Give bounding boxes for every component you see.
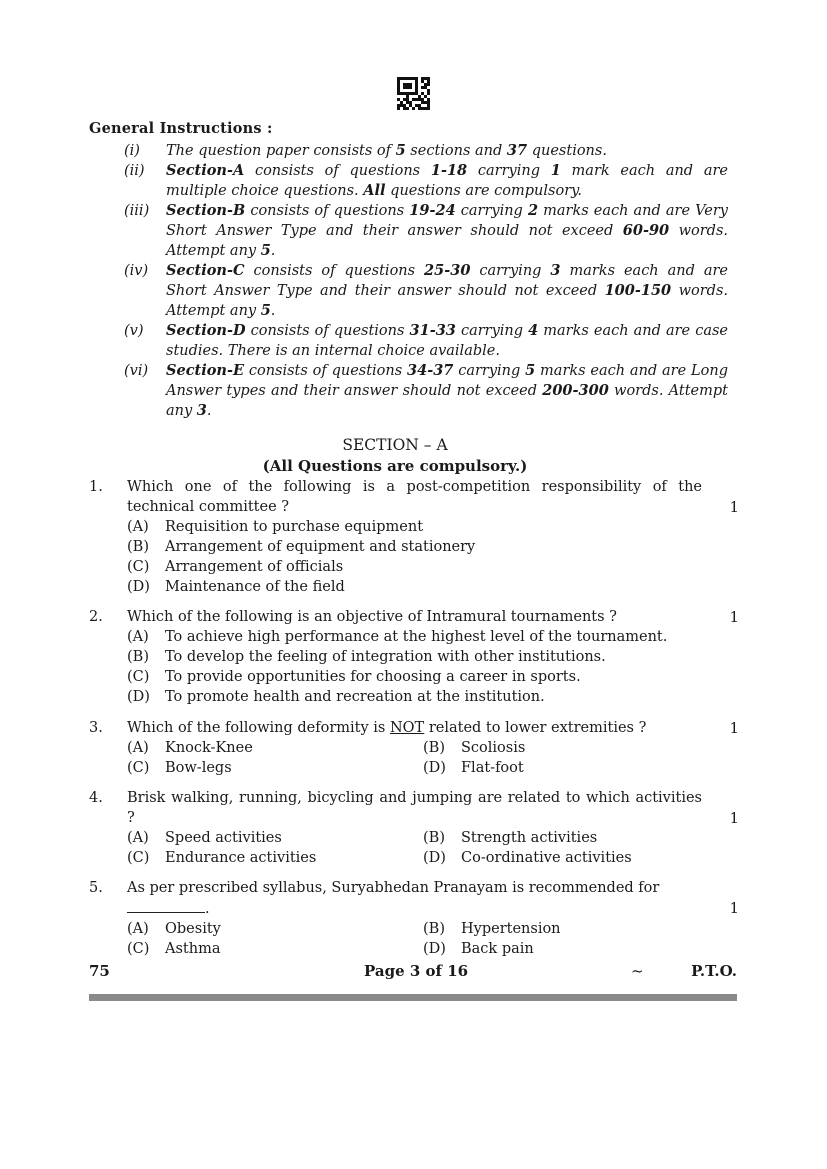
instruction-text: marks each and are case studies. There is an internal choice available. [166,323,728,359]
instruction-bold: 3 [550,262,561,279]
instruction-text: carrying [453,363,526,379]
option-text: Back pain [461,941,534,957]
option [127,738,423,758]
instruction-number: (ii) [124,163,145,179]
instruction-item [124,201,728,261]
option [423,848,703,868]
instruction-bold: 2 [527,202,539,219]
instruction-text: carrying [455,323,529,339]
instruction-bold: 5 [395,142,406,159]
instructions-list [124,141,728,421]
instruction-bold: 25-30 [424,262,471,279]
option-text: To achieve high performance at the highest level of the tournament. [165,629,668,645]
options-grid [127,738,739,778]
question-number: 5. [89,880,103,896]
option-text: Knock-Knee [165,740,253,756]
question-number: 2. [89,609,103,625]
option [127,687,739,707]
instruction-bold: 19-24 [409,202,456,219]
instruction-text: consists of questions [244,363,408,379]
instruction-text: consists of questions [244,263,425,279]
tilde-mark: ~ [631,962,644,980]
question-number: 4. [89,790,103,806]
option-label: (D) [127,689,150,705]
instruction-text: marks each and are Short Answer Type and their answer should not exceed [166,263,728,299]
option-label: (B) [423,740,445,756]
question-2 [89,607,739,707]
instruction-bold: 1-18 [430,162,468,179]
options-list [127,517,739,597]
question-text [127,878,702,919]
option-text: Endurance activities [165,850,317,866]
options-grid [127,919,739,959]
option-text: Speed activities [165,830,282,846]
instruction-text: questions. [527,143,607,159]
option-label: (B) [423,830,445,846]
footer-rule [89,994,737,1001]
question-text-underlined: NOT [389,720,425,736]
question-marks: 1 [729,809,739,827]
option-label: (C) [127,669,150,685]
instruction-bold: 5 [260,242,271,259]
option-text: Bow-legs [165,760,232,776]
option-label: (B) [423,921,445,937]
question-text [127,718,702,738]
instruction-text: carrying [470,263,551,279]
instruction-bold: 200-300 [542,382,609,399]
instruction-text: words. Attempt any [166,283,729,319]
instruction-text: words. Attempt any [166,383,728,419]
instruction-text: consists of questions [244,163,431,179]
instruction-text: questions are compulsory. [385,183,582,199]
question-text-part: As per prescribed syllabus, Suryabhedan Pranayam is recommended for [127,880,660,896]
question-marks: 1 [729,498,739,516]
question-text-part: Which of the following deformity is [127,720,390,736]
question-marks: 1 [729,899,739,917]
option-text: Hypertension [461,921,561,937]
section-title: SECTION – A [342,436,448,454]
options-list [127,627,739,707]
option [127,557,739,577]
option-label: (B) [127,649,149,665]
page-footer [89,962,737,982]
option [423,828,703,848]
instruction-bold: 5 [260,302,271,319]
instruction-bold: Section-E [166,362,245,379]
instruction-bold: 5 [525,362,536,379]
question-3 [89,718,739,778]
instruction-text: sections and [405,143,507,159]
option-label: (B) [127,539,149,555]
section-subtitle: (All Questions are compulsory.) [262,457,528,475]
instruction-text: carrying [455,203,528,219]
instruction-bold: 3 [196,402,207,419]
option-text: Flat-foot [461,760,524,776]
instruction-bold: Section-C [166,262,245,279]
qr-code-icon [397,77,430,110]
option-text: Asthma [165,941,221,957]
option-text: Requisition to purchase equipment [165,519,424,535]
option-label: (C) [127,559,150,575]
instruction-bold: Section-B [166,202,246,219]
instruction-text: mark each and are multiple choice questions. [166,163,728,199]
option-label: (D) [127,579,150,595]
instruction-text: carrying [467,163,551,179]
instruction-item [124,361,728,421]
option-label: (D) [423,941,446,957]
instruction-number: (iii) [124,203,150,219]
option [127,517,739,537]
option-label: (D) [423,850,446,866]
instruction-bold: 34-37 [407,362,454,379]
option-text: Maintenance of the field [165,579,345,595]
instruction-bold: 4 [528,322,539,339]
pto-label: P.T.O. [691,962,737,980]
option-text: To promote health and recreation at the institution. [165,689,545,705]
instruction-bold: Section-D [166,322,246,339]
option-text: Arrangement of officials [165,559,344,575]
options-grid [127,828,739,868]
instruction-bold: 1 [550,162,561,179]
instruction-text: consists of questions [245,203,410,219]
option-text: To provide opportunities for choosing a career in sports. [165,669,581,685]
option-label: (A) [127,740,149,756]
instruction-text: marks each and are Very Short Answer Type and their answer should not exceed [166,203,728,239]
instruction-bold: 31-33 [409,322,456,339]
instruction-text: . [270,243,276,259]
question-4 [89,788,739,868]
option [423,738,703,758]
instruction-bold: All [363,182,386,199]
instruction-item [124,261,728,321]
instruction-bold: 60-90 [622,222,670,239]
option-label: (A) [127,830,149,846]
option-label: (C) [127,941,150,957]
option-text: Arrangement of equipment and stationery [165,539,476,555]
answer-blank [127,898,205,913]
option-text: To develop the feeling of integration with other institutions. [165,649,606,665]
option-label: (C) [127,760,150,776]
question-number: 1. [89,479,103,495]
option-label: (A) [127,519,149,535]
paper-code: 75 [89,962,110,980]
instruction-item [124,321,728,361]
instruction-item [124,161,728,201]
instruction-bold: 37 [506,142,528,159]
question-5 [89,878,739,959]
instruction-text: The question paper consists of [166,143,396,159]
option [127,577,739,597]
instruction-text: marks each and are Long Answer types and their answer should not exceed [166,363,728,399]
option-text: Scoliosis [461,740,526,756]
option-label: (D) [423,760,446,776]
option-text: Strength activities [461,830,598,846]
option [127,667,739,687]
question-text-part: related to lower extremities ? [424,720,647,736]
question-marks: 1 [729,608,739,626]
question-text-part: . [205,901,210,917]
option [127,627,739,647]
instruction-number: (iv) [124,263,149,279]
instruction-text: . [206,403,212,419]
option [127,848,423,868]
page-number: Page 3 of 16 [364,962,469,980]
instruction-number: (v) [124,323,144,339]
question-text: Which of the following is an objective of Intramural tournaments ? [127,609,617,625]
option [423,919,703,939]
general-instructions-title: General Instructions : [89,120,273,137]
question-1 [89,477,739,597]
option-label: (C) [127,850,150,866]
instruction-text: . [270,303,276,319]
option-label: (A) [127,629,149,645]
option [127,758,423,778]
instruction-item [124,141,728,161]
instruction-text: consists of questions [245,323,410,339]
instruction-number: (i) [124,143,140,159]
option-text: Obesity [165,921,221,937]
instruction-text: words. Attempt any [166,223,729,259]
option-text: Co-ordinative activities [461,850,632,866]
option [127,939,423,959]
question-number: 3. [89,720,103,736]
instruction-bold: Section-A [166,162,245,179]
instruction-number: (vi) [124,363,149,379]
question-marks: 1 [729,719,739,737]
instruction-bold: 100-150 [604,282,672,299]
option [423,758,703,778]
option [127,537,739,557]
question-text: Brisk walking, running, bicycling and jumping are related to which activities ? [127,790,702,826]
option [127,919,423,939]
option [423,939,703,959]
option [127,647,739,667]
option [127,828,423,848]
option-label: (A) [127,921,149,937]
question-text: Which one of the following is a post-competition responsibility of the technical committee ? [127,479,702,515]
